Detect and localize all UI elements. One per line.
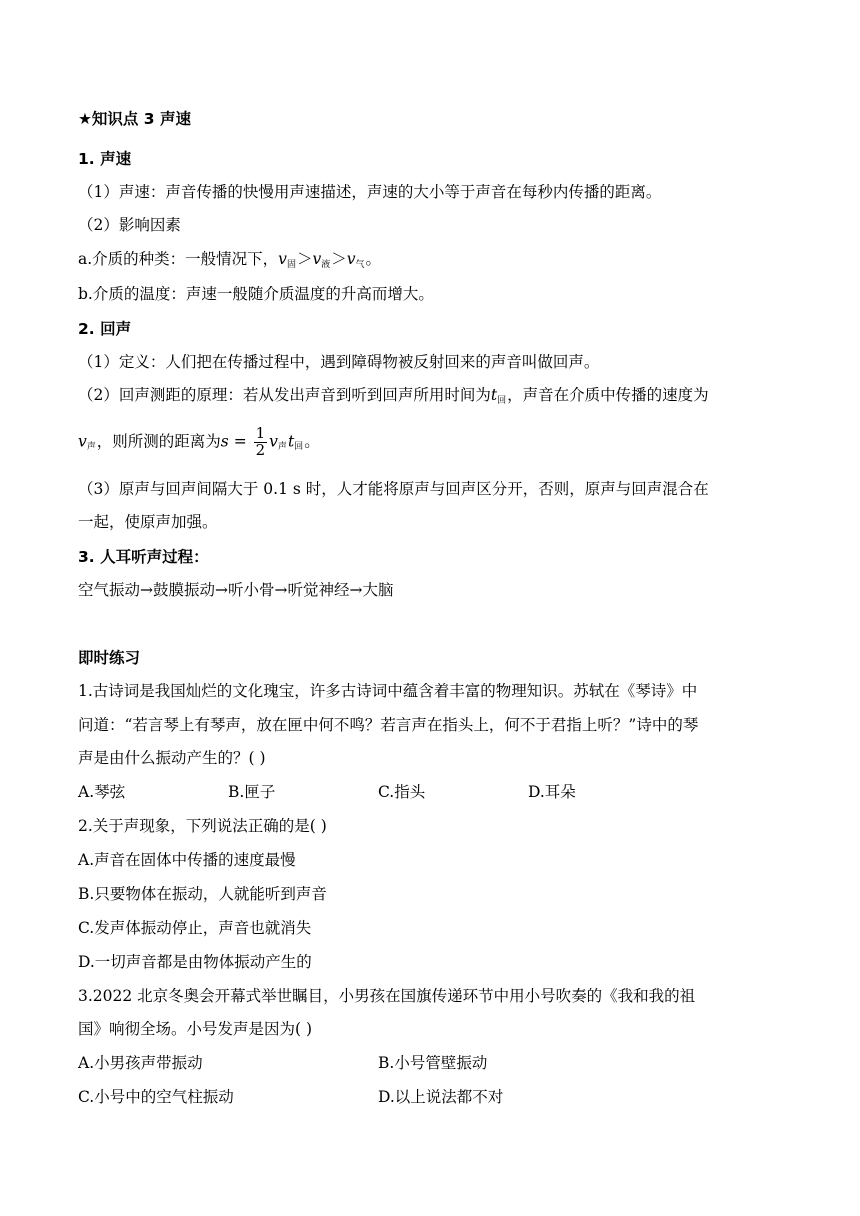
text: ，则所测的距离为: [96, 432, 221, 451]
text: ，声音在介质中传播的速度为: [507, 386, 709, 404]
q2-option-b[interactable]: B.只要物体在振动，人就能听到声音: [78, 885, 327, 903]
paragraph-distance-formula: [78, 426, 320, 459]
v-symbol: v: [269, 432, 278, 451]
question-1-line1: 1.古诗词是我国灿烂的文化瑰宝，许多古诗词中蕴含着丰富的物理知识。苏轼在《琴诗》中: [78, 682, 698, 700]
paragraph-medium-temperature: b.介质的温度：声速一般随介质温度的升高而增大。: [78, 285, 434, 303]
v-symbol: v: [312, 250, 322, 268]
practice-title: 即时练习: [78, 649, 141, 667]
heading-echo: 2. 回声: [78, 320, 132, 338]
v-symbol: v: [346, 250, 356, 268]
v-symbol: v: [278, 250, 287, 268]
paragraph-interval-line2: 一起，使原声加强。: [78, 513, 218, 531]
paragraph-interval-line1: （3）原声与回声间隔大于 0.1 s 时，人才能将原声与回声区分开，否则，原声与回声混合在: [78, 480, 709, 498]
question-3-line2: 国》响彻全场。小号发声是因为( ): [78, 1020, 313, 1038]
greater-than: ＞: [331, 250, 347, 268]
question-1-line2: 问道：“若言琴上有琴声，放在匣中何不鸣？若言声在指头上，何不于君指上听？”诗中的琴: [78, 716, 699, 734]
equals-sign: =: [228, 432, 252, 451]
subscript-sheng: 声: [86, 442, 96, 453]
heading-hearing-process: 3. 人耳听声过程：: [78, 548, 209, 566]
q3-option-b[interactable]: B.小号管壁振动: [378, 1054, 488, 1072]
t-symbol: t: [287, 432, 295, 451]
heading-sound-speed: 1. 声速: [78, 150, 132, 168]
paragraph-echo-definition: （1）定义：人们把在传播过程中，遇到障碍物被反射回来的声音叫做回声。: [78, 353, 600, 371]
subscript-solid: 固: [286, 260, 296, 270]
fraction-one-half: [254, 426, 268, 459]
text: 。: [304, 432, 320, 451]
q2-option-d[interactable]: D.一切声音都是由物体振动产生的: [78, 953, 312, 971]
text: 。: [365, 250, 382, 268]
question-1-line3: 声是由什么振动产生的？( ): [78, 749, 266, 767]
q1-option-b[interactable]: B.匣子: [228, 783, 276, 801]
paragraph-hearing-chain: 空气振动→鼓膜振动→听小骨→听觉神经→大脑: [78, 581, 394, 599]
paragraph-speed-definition: （1）声速：声音传播的快慢用声速描述，声速的大小等于声音在每秒内传播的距离。: [78, 183, 662, 201]
subscript-hui: 回: [497, 396, 507, 406]
question-2: 2.关于声现象，下列说法正确的是( ): [78, 817, 327, 835]
q2-option-c[interactable]: C.发声体振动停止，声音也就消失: [78, 919, 312, 937]
subscript-hui: 回: [294, 442, 304, 453]
greater-than: ＞: [296, 250, 313, 268]
text: （2）回声测距的原理：若从发出声音到听到回声所用时间为: [78, 386, 491, 404]
q1-option-d[interactable]: D.耳朵: [528, 783, 576, 801]
q3-option-a[interactable]: A.小男孩声带振动: [78, 1054, 203, 1072]
fraction-denominator: 2: [255, 440, 266, 459]
paragraph-medium-type: [78, 252, 381, 270]
s-symbol: s: [220, 432, 229, 451]
section-title: ★知识点 3 声速: [78, 110, 191, 128]
subscript-gas: 气: [355, 260, 365, 270]
q3-option-d[interactable]: D.以上说法都不对: [378, 1088, 504, 1106]
t-symbol: t: [490, 386, 498, 404]
fraction-numerator: 1: [255, 424, 266, 442]
paragraph-factors: （2）影响因素: [78, 216, 181, 234]
subscript-liquid: 液: [321, 260, 331, 270]
q1-option-a[interactable]: A.琴弦: [78, 783, 126, 801]
question-3-line1: 3.2022 北京冬奥会开幕式举世瞩目，小男孩在国旗传递环节中用小号吹奏的《我和我的祖: [78, 987, 696, 1005]
paragraph-echo-ranging: [78, 388, 709, 406]
q2-option-a[interactable]: A.声音在固体中传播的速度最慢: [78, 851, 296, 869]
v-symbol: v: [78, 432, 87, 451]
subscript-sheng: 声: [277, 442, 287, 453]
q3-option-c[interactable]: C.小号中的空气柱振动: [78, 1088, 234, 1106]
text: a.介质的种类：一般情况下，: [78, 250, 279, 268]
q1-option-c[interactable]: C.指头: [378, 783, 426, 801]
